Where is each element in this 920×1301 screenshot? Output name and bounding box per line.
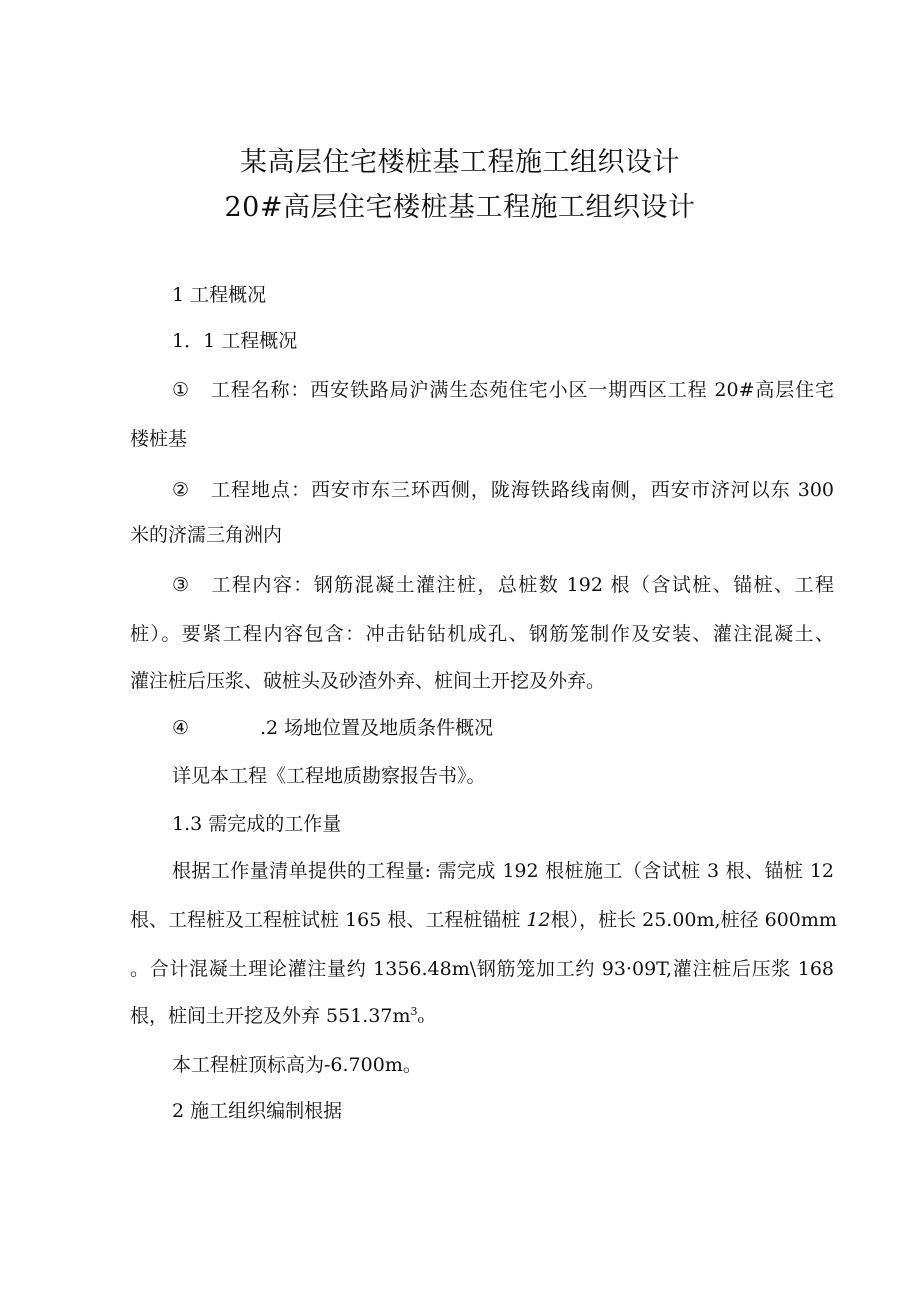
document-subtitle: 20#高层住宅楼桩基工程施工组织设计 <box>224 192 696 223</box>
workload-line-2-a: 根、工程桩及工程桩试桩 165 根、工程桩锚桩 <box>130 909 527 931</box>
item-2-marker: ② <box>172 479 190 501</box>
workload-line-4 <box>130 1004 424 1028</box>
workload-line-3: 。合计混凝土理论灌注量约 1356.48m\钢筋笼加工约 93·09T,灌注桩后压浆 168 <box>130 958 834 980</box>
section-1-heading: 1 工程概况 <box>172 284 267 306</box>
item-3-text: 工程内容：钢筋混凝土灌注桩，总桩数 192 根（含试桩、锚桩、工程 <box>210 574 834 596</box>
item-3-line-3: 灌注桩后压浆、破桩头及砂渣外弃、桩间土开挖及外弃。 <box>130 670 606 692</box>
item-4-line <box>172 716 493 740</box>
pile-top-elevation: 本工程桩顶标高为-6.700m。 <box>172 1054 422 1076</box>
item-3-line-2: 桩）。要紧工程内容包含：冲击钻钻机成孔、钢筋笼制作及安装、灌注混凝土、 <box>130 623 834 645</box>
workload-line-1: 根据工作量清单提供的工程量: 需完成 192 根桩施工（含试桩 3 根、锚桩 12 <box>172 860 834 882</box>
workload-line-4-text: 根，桩间土开挖及外弃 551.37m <box>130 1005 411 1027</box>
section-1-2-heading: .2 场地位置及地质条件概况 <box>260 717 494 739</box>
section-1-2-text: 详见本工程《工程地质勘察报告书》。 <box>172 765 486 787</box>
workload-line-2-b: 根），桩长 25.00m,桩径 600mm <box>550 909 837 931</box>
item-2-text: 工程地点：西安市东三环西侧，陇海铁路线南侧，西安市济河以东 300 <box>210 479 834 501</box>
item-2-line-1 <box>172 478 834 502</box>
item-4-marker: ④ <box>172 717 190 739</box>
workload-line-4-subscript: o <box>417 1013 425 1026</box>
item-1-line-1 <box>172 378 834 402</box>
section-1-1-heading: 1．1 工程概况 <box>172 330 298 352</box>
item-3-line-1 <box>172 573 834 597</box>
workload-line-4-superscript: 3 <box>410 1005 418 1018</box>
item-1-line-2: 楼桩基 <box>130 428 188 450</box>
section-2-heading: 2 施工组织编制根据 <box>172 1100 343 1122</box>
document-title: 某高层住宅楼桩基工程施工组织设计 <box>240 147 680 178</box>
workload-line-2 <box>130 908 837 932</box>
item-1-text: 工程名称：西安铁路局沪满生态苑住宅小区一期西区工程 20#高层住宅 <box>210 379 834 401</box>
item-2-line-2: 米的济濡三角洲内 <box>130 524 283 546</box>
workload-line-2-italic: 12 <box>526 909 551 931</box>
item-1-marker: ① <box>172 379 190 401</box>
item-3-marker: ③ <box>172 574 190 596</box>
section-1-3-heading: 1.3 需完成的工作量 <box>172 813 342 835</box>
